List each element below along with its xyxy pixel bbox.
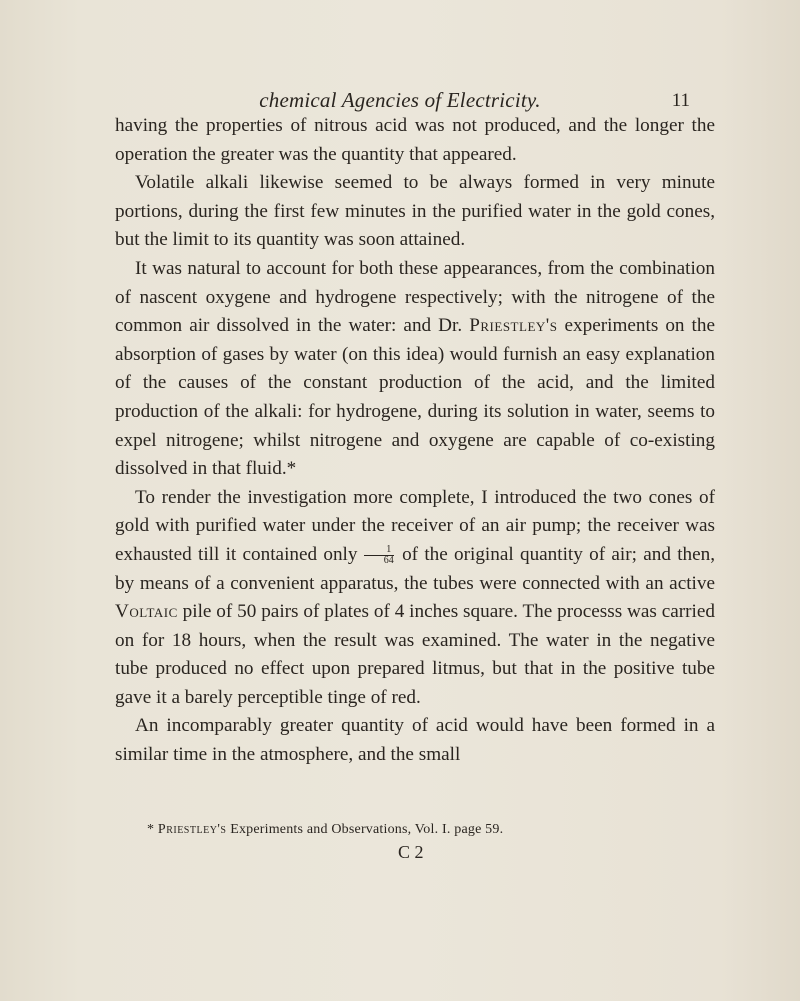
paragraph-5: An incomparably greater quantity of acid would have been formed in a similar time in the atmosphere, and the small xyxy=(115,715,715,766)
paragraph-4-part-a: To render the investigation more complete, I introduced the two cones of gold with purified water under the receiver of an air pump; the receiver was exhausted till it contained only xyxy=(115,486,715,565)
footnote-author: Priestley's xyxy=(157,822,227,837)
paragraph-4-part-b: of the original quantity of air; and then, by means of a convenient apparatus, the tubes were connected with an active xyxy=(115,543,716,594)
signature-mark: C 2 xyxy=(398,842,424,862)
paragraph-4-part-c: pile of 50 pairs of plates of 4 inches square. The processs was carried on for 18 hours, when the result was examined. The water in the negative tube produced no effect upon prepared litmus, but that in the positive tube gave it a barely perceptible tinge of red. xyxy=(115,601,715,708)
footnote-text: Experiments and Observations, Vol. I. page 59. xyxy=(230,822,504,837)
body-text xyxy=(115,112,715,770)
running-title: chemical Agencies of Electricity. xyxy=(259,88,541,112)
fraction xyxy=(364,545,394,566)
paragraph-3-part-a: It was natural to account for both these appearances, from the combination of nascent oxygene and hydrogene respectively; with the nitrogene of the common air dissolved in the water: and Dr. xyxy=(115,257,715,337)
paragraph-3-part-b: experiments on the absorption of gases by water (on this idea) would furnish an easy explanation of the causes of the constant production of the acid, and the limited production of the alkali: for hydrogene, during its solution in water, seems to expel nitrogene; whilst nitrogene and oxygene are capable of co-existing dissolved in that fluid.* xyxy=(115,315,716,480)
paragraph-2: Volatile alkali likewise seemed to be always formed in very minute portions, during the first few minutes in the purified water in the gold cones, but the limit to its quantity was soon attained. xyxy=(115,172,715,251)
paragraph-1: having the properties of nitrous acid was not produced, and the longer the operation the greater was the quantity that appeared. xyxy=(115,115,715,165)
fraction-numerator: 1 xyxy=(364,545,394,556)
footnote-marker: * xyxy=(147,822,155,837)
voltaic-term: Voltaic xyxy=(115,601,178,623)
fraction-denominator: 64 xyxy=(383,555,394,566)
paragraph-3 xyxy=(115,255,715,484)
paragraph-4 xyxy=(115,484,715,713)
page-number: 11 xyxy=(671,90,690,111)
footnote xyxy=(147,822,503,838)
author-name-priestley: Priestley's xyxy=(469,315,558,337)
